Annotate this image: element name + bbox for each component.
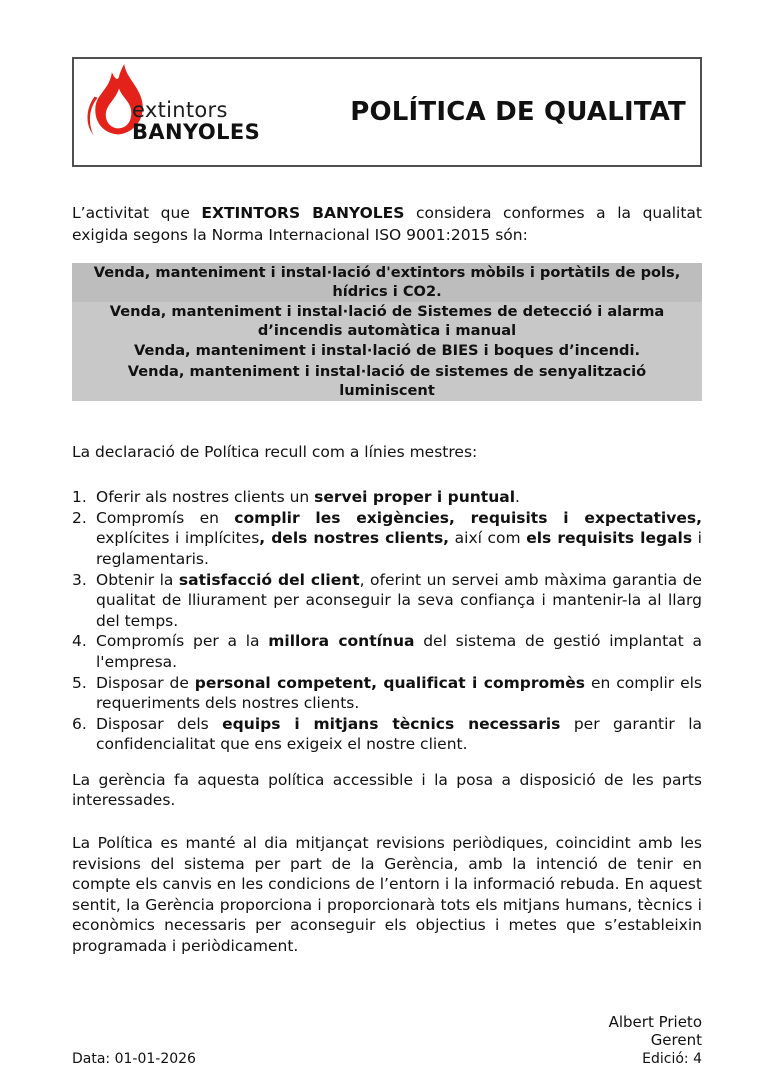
company-logo — [84, 62, 260, 162]
document-header — [72, 57, 702, 167]
list-item — [72, 508, 702, 570]
service-line: Venda, manteniment i instal·lació de BIES i boques d’incendi. — [72, 341, 702, 362]
policy-list — [72, 487, 702, 755]
declaration-leadin: La declaració de Política recull com a línies mestres: — [72, 443, 478, 462]
list-item-number: 2. — [72, 508, 87, 527]
list-item-number: 4. — [72, 632, 87, 651]
list-item — [72, 714, 702, 755]
list-item-text: Disposar de personal competent, qualificat i compromès en complir els requeriments dels nostres clients. — [96, 673, 702, 713]
list-item-number: 6. — [72, 714, 87, 733]
list-item — [72, 631, 702, 672]
logo-line-extintors: extintors — [132, 98, 228, 122]
intro-paragraph: L’activitat que EXTINTORS BANYOLES considera conformes a la qualitat exigida segons la Norma Internacional ISO 9001:2015 són: — [72, 204, 702, 244]
list-item-text: Compromís per a la millora contínua del sistema de gestió implantat a l'empresa. — [96, 632, 702, 671]
logo-line-banyoles: BANYOLES — [132, 120, 261, 144]
list-item-text: Obtenir la satisfacció del client, oferint un servei amb màxima garantia de qualitat de lliurament per aconseguir la seva confiança i mantenir-la al llarg del temps. — [96, 570, 702, 630]
accessibility-paragraph: La gerència fa aquesta política accessible i la posa a disposició de les parts interessades. — [72, 770, 702, 810]
list-item-text: Compromís en complir les exigències, requisits i expectatives, explícites i implícites, dels nostres clients, així com els requisits legals i reglamentaris. — [96, 508, 702, 568]
signature-name: Albert Prieto — [608, 1012, 702, 1031]
service-line: Venda, manteniment i instal·lació d'extintors mòbils i portàtils de pols, hídrics i CO2. — [72, 263, 702, 302]
signature-role: Gerent — [650, 1031, 702, 1050]
footer-row — [72, 1051, 702, 1067]
signature-block — [72, 1013, 702, 1050]
list-item — [72, 570, 702, 632]
services-block — [72, 263, 702, 401]
list-item-text: Oferir als nostres clients un servei proper i puntual. — [96, 488, 520, 507]
list-item-number: 5. — [72, 673, 87, 692]
list-item-number: 1. — [72, 488, 87, 507]
service-line: Venda, manteniment i instal·lació de Sistemes de detecció i alarma d’incendis automàtica i manual — [72, 302, 702, 341]
service-line: Venda, manteniment i instal·lació de sistemes de senyalització luminiscent — [72, 362, 702, 401]
footer-edition: Edició: 4 — [642, 1050, 702, 1067]
list-item-text: Disposar dels equips i mitjans tècnics necessaris per garantir la confidencialitat que ens exigeix el nostre client. — [96, 714, 703, 754]
logo-wordmark — [132, 100, 260, 143]
list-item — [72, 487, 702, 508]
footer-date: Data: 01-01-2026 — [72, 1050, 196, 1067]
review-paragraph: La Política es manté al dia mitjançat revisions periòdiques, coincidint amb les revisions del sistema per part de la Gerència, amb la intenció de tenir en compte els canvis en les condicions de l’entorn i la informació rebuda. En aquest sentit, la Gerència proporciona i proporcionarà tots els mitjans humans, tècnics i econòmics necessaris per aconseguir els objectius i metes que s’estableixin programada i periòdicament. — [72, 834, 702, 956]
page-title: POLÍTICA DE QUALITAT — [350, 97, 686, 127]
list-item-number: 3. — [72, 570, 87, 589]
list-item — [72, 673, 702, 714]
